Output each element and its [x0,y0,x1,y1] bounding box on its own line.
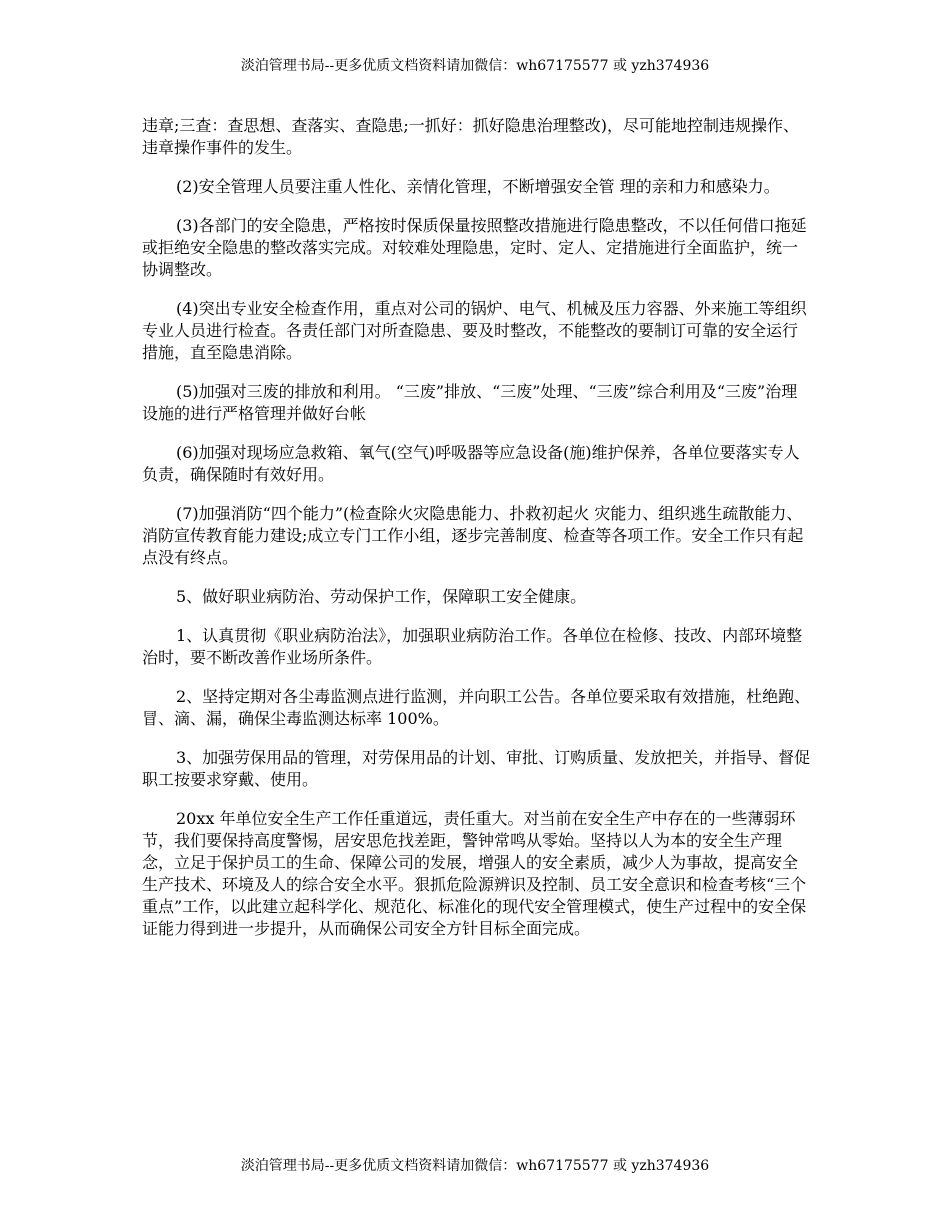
paragraph-subitem-3: 3、加强劳保用品的管理，对劳保用品的计划、审批、订购质量、发放把关，并指导、督促职工按要求穿戴、使用。 [142,748,811,789]
paragraph-item-7: (7)加强消防“四个能力”(检查除火灾隐患能力、扑救初起火 灾能力、组织逃生疏散能力、消防宣传教育能力建设;成立专门工作小组，逐步完善制度、检查等各项工作。安全工作只有起点没有终点。 [142,504,804,567]
paragraph-item-6: (6)加强对现场应急救箱、氧气(空气)呼吸器等应急设备(施)维护保养，各单位要落实专人负责，确保随时有效好用。 [142,443,800,484]
page-header: 淡泊管理书局--更多优质文档资料请加微信：wh67175577 或 yzh374936 [240,58,710,74]
section-heading-occupational-health: 5、做好职业病防治、劳动保护工作，保障职工安全健康。 [176,587,587,606]
paragraph-item-4: (4)突出专业安全检查作用，重点对公司的锅炉、电气、机械及压力容器、外来施工等组织专业人员进行检查。各责任部门对所查隐患、要及时整改，不能整改的要制订可靠的安全运行措施，直至隐患消除。 [142,299,807,362]
paragraph-item-2: (2)安全管理人员要注重人性化、亲情化管理，不断增强安全管 理的亲和力和感染力。 [176,177,780,196]
paragraph-conclusion: 20xx 年单位安全生产工作任重道远，责任重大。对当前在安全生产中存在的一些薄弱环节，我们要保持高度警惕，居安思危找差距，警钟常鸣从零始。坚持以人为本的安全生产理念，立足于保护员工的生命、保障公司的发展，增强人的安全素质，减少人为事故，提高安全生产技术、环境及人的综合安全水平。狠抓危险源辨识及控制、员工安全意识和检查考核“三个重点”工作，以此建立起科学化、规范化、标准化的现代安全管理模式，使生产过程中的安全保证能力得到进一步提升，从而确保公司安全方针目标全面完成。 [142,809,807,938]
paragraph-subitem-2: 2、坚持定期对各尘毒监测点进行监测，并向职工公告。各单位要采取有效措施，杜绝跑、冒、滴、漏，确保尘毒监测达标率 100%。 [142,687,811,728]
paragraph-item-5: (5)加强对三废的排放和利用。 “三废”排放、“三废”处理、“三废”综合利用及“三废”治理设施的进行严格管理并做好台帐 [142,382,798,423]
paragraph-subitem-1: 1、认真贯彻《职业病防治法》，加强职业病防治工作。各单位在检修、技改、内部环境整治时，要不断改善作业场所条件。 [142,626,803,667]
paragraph-continuation: 违章;三查：查思想、查落实、查隐患;一抓好：抓好隐患治理整改)，尽可能地控制违规操作、违章操作事件的发生。 [142,116,800,157]
document-body [142,115,812,957]
page-footer: 淡泊管理书局--更多优质文档资料请加微信：wh67175577 或 yzh374936 [240,1158,710,1174]
paragraph-item-3: (3)各部门的安全隐患，严格按时保质保量按照整改措施进行隐患整改，不以任何借口拖延或拒绝安全隐患的整改落实完成。对较难处理隐患，定时、定人、定措施进行全面监护，统一协调整改。 [142,216,807,279]
